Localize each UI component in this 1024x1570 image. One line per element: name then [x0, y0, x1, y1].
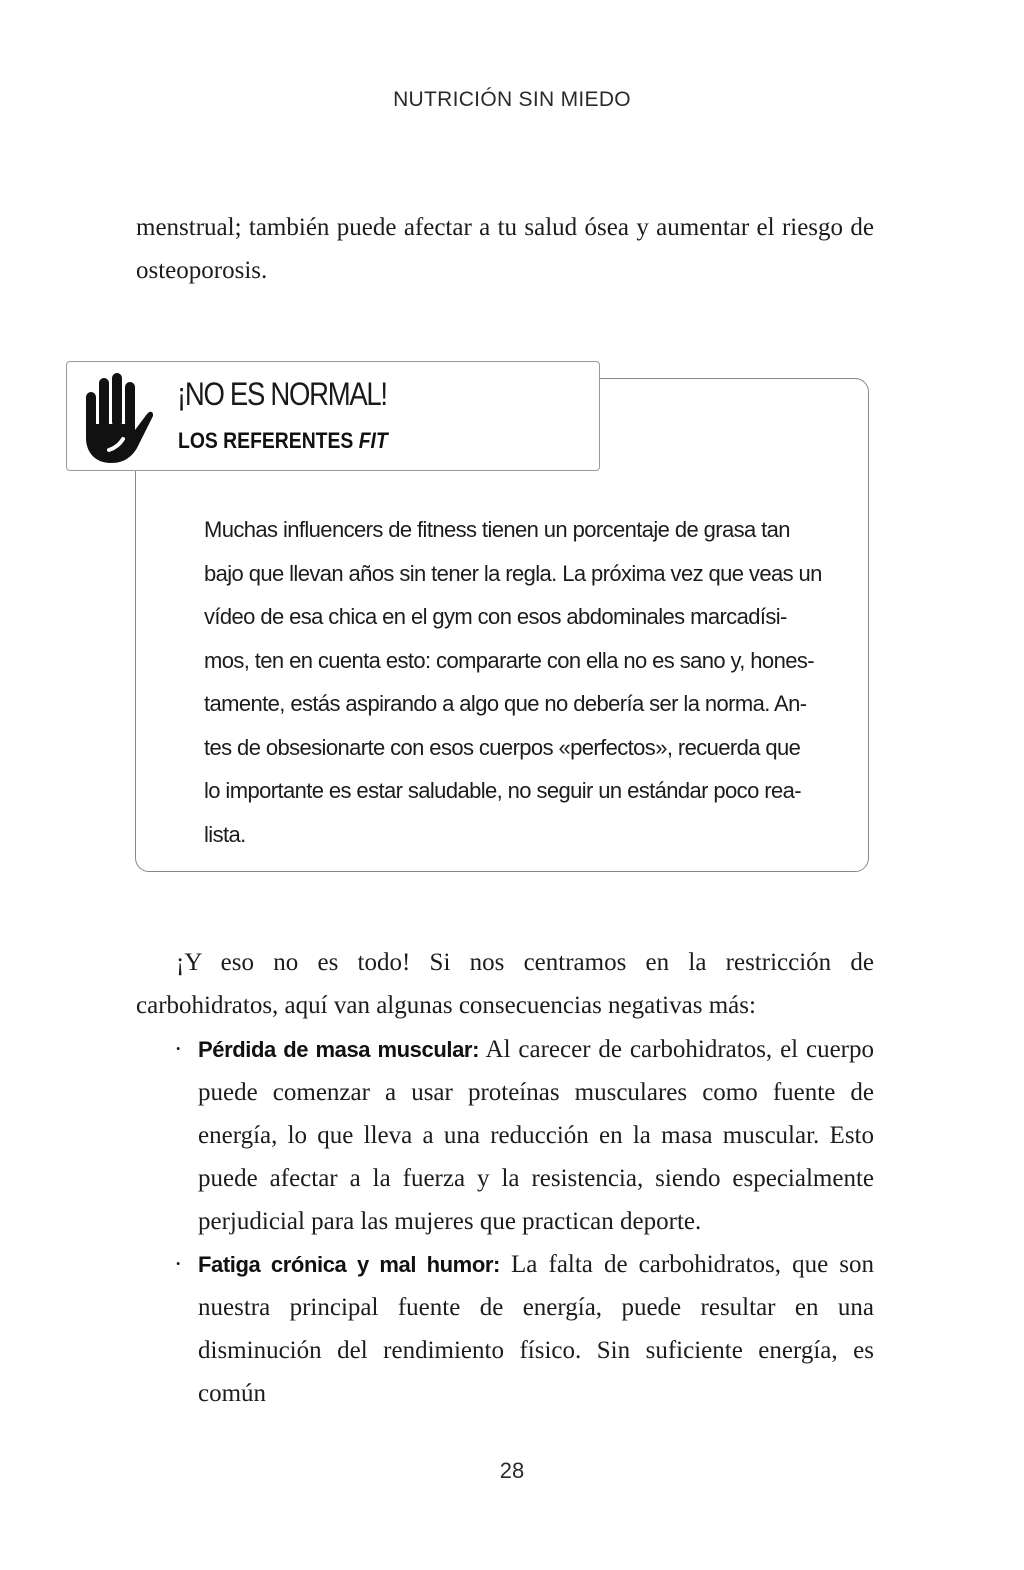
list-item [136, 1028, 874, 1243]
page-number: 28 [499, 1458, 525, 1483]
bullet-icon: · [174, 1251, 183, 1278]
callout-line: vídeo de esa chica en el gym con esos abdominales marcadísi- [204, 604, 787, 629]
bullet-icon: · [174, 1036, 183, 1063]
callout-subtitle-italic: FIT [358, 428, 388, 453]
running-header: NUTRICIÓN SIN MIEDO [393, 88, 631, 111]
consequences-list [136, 1028, 874, 1415]
callout-tag [66, 361, 600, 471]
list-item-text: La falta de carbohidratos, que son nuestra principal fuente de energía, puede resultar en una disminución del rendimiento físico. Sin suficiente energía, es común [198, 1251, 874, 1407]
callout-line: lista. [204, 821, 246, 847]
callout-title: ¡NO ES NORMAL! [177, 376, 387, 412]
list-item-term: Pérdida de masa muscular: [198, 1037, 480, 1062]
callout-line: tes de obsesionarte con esos cuerpos «perfectos», recuerda que [204, 734, 801, 760]
list-item-term: Fatiga crónica y mal humor: [198, 1252, 500, 1277]
callout-line: lo importante es estar saludable, no seguir un estándar poco rea- [204, 778, 801, 803]
top-paragraph: menstrual; también puede afectar a tu salud ósea y aumentar el riesgo de osteoporosis. [136, 214, 874, 284]
callout-line: bajo que llevan años sin tener la regla. La próxima vez que veas un [204, 560, 822, 586]
callout-body [204, 508, 822, 856]
callout-subtitle-main: LOS REFERENTES [178, 428, 359, 453]
hand-stop-icon [81, 370, 153, 464]
list-item [136, 1243, 874, 1415]
intro-paragraph-text: ¡Y eso no es todo! Si nos centramos en la restricción de carbohidratos, aquí van algunas consecuencias negativas más: [136, 949, 874, 1019]
list-item-text: Al carecer de carbohidratos, el cuerpo puede comenzar a usar proteínas musculares como fuente de energía, lo que lleva a una reducción en la masa muscular. Esto puede afectar a la fuerza y la resistencia, siendo especialmente perjudicial para las mujeres que practican deporte. [198, 1036, 875, 1235]
callout-subtitle [178, 428, 388, 454]
callout-line: Muchas influencers de fitness tienen un porcentaje de grasa tan [204, 517, 790, 542]
callout-line: mos, ten en cuenta esto: compararte con ella no es sano y, hones- [204, 647, 814, 673]
intro-paragraph [136, 941, 874, 1027]
callout-line: tamente, estás aspirando a algo que no debería ser la norma. An- [204, 691, 807, 716]
